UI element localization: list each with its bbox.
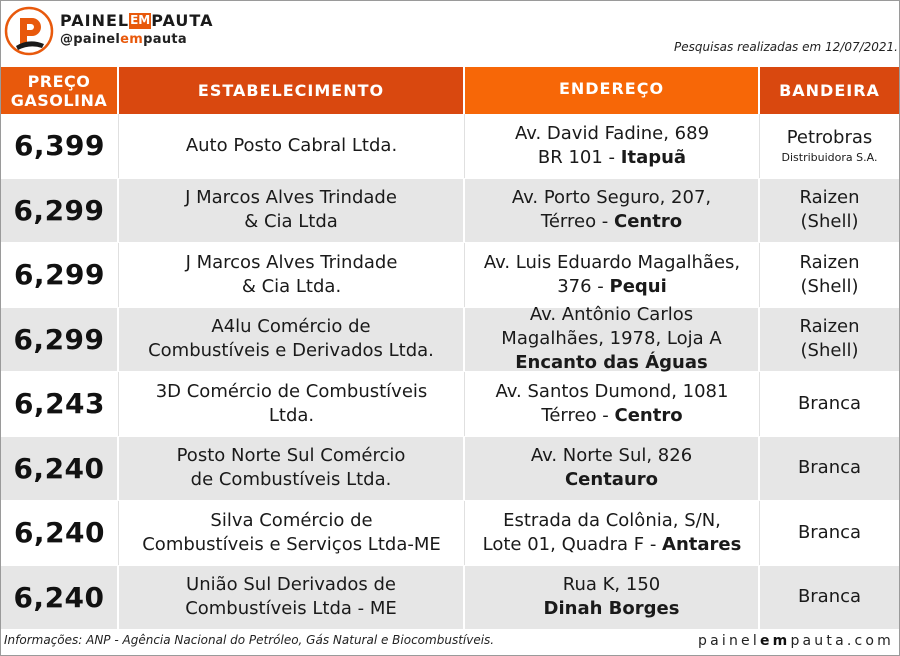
- addr1-text: Av. Luis Eduardo Magalhães,: [483, 251, 741, 273]
- address-cell: [465, 304, 760, 374]
- addr2-text: Lote 01, Quadra F -: [482, 533, 663, 555]
- addr1-text: Av. Santos Dumond, 1081: [495, 380, 729, 402]
- price-cell: [1, 566, 119, 630]
- est1-text: Posto Norte Sul Comércio: [176, 445, 406, 467]
- table-row: [1, 114, 899, 179]
- flag1-text: Raizen: [799, 251, 860, 273]
- addr1-text: Rua K, 150: [562, 574, 661, 596]
- survey-date: Pesquisas realizadas em 12/07/2021.: [674, 40, 898, 54]
- flag2-text: (Shell): [800, 211, 859, 233]
- table-row: [1, 566, 899, 631]
- brand-title: PAINELEMPAUTA: [60, 11, 214, 30]
- establishment-cell: [119, 179, 465, 243]
- table-row: [1, 437, 899, 502]
- addr3-text: Dinah Borges: [543, 598, 680, 620]
- address-cell: [465, 501, 760, 565]
- price-text: 6,240: [13, 516, 106, 550]
- flag1-text: Branca: [797, 586, 862, 608]
- est2-text: Ltda.: [268, 404, 315, 426]
- flag1-text: Branca: [797, 392, 862, 414]
- est1-text: Silva Comércio de: [210, 509, 373, 531]
- address-cell: [465, 114, 760, 178]
- table-body: [1, 114, 899, 630]
- flag1-text: Branca: [797, 521, 862, 543]
- address-cell: [465, 243, 760, 307]
- flag-cell: [760, 501, 899, 565]
- flag2-text: (Shell): [800, 340, 859, 362]
- column-header-establishment: ESTABELECIMENTO: [119, 67, 465, 114]
- address-cell: [465, 179, 760, 243]
- addr2-text: Térreo -: [541, 404, 615, 426]
- establishment-cell: [119, 243, 465, 307]
- table-row: [1, 501, 899, 566]
- flag-cell: [760, 437, 899, 501]
- addr1-text: Av. Antônio Carlos: [529, 304, 694, 326]
- price-cell: [1, 372, 119, 436]
- table-row: [1, 179, 899, 244]
- addr1-text: Estrada da Colônia, S/N,: [503, 509, 721, 531]
- flag1-text: Raizen: [799, 316, 860, 338]
- est2-text: & Cia Ltda: [244, 211, 338, 233]
- est2-text: Combustíveis Ltda - ME: [185, 598, 397, 620]
- column-header-price: PREÇO GASOLINA: [1, 67, 119, 114]
- addr2-bold-text: Centro: [614, 211, 683, 233]
- flag1-text: Branca: [797, 457, 862, 479]
- painel-em-pauta-logo-icon: [4, 6, 54, 56]
- est1-text: J Marcos Alves Trindade: [185, 187, 397, 209]
- establishment-cell: [119, 501, 465, 565]
- price-text: 6,399: [13, 129, 106, 163]
- est1-text: Auto Posto Cabral Ltda.: [185, 134, 398, 156]
- price-text: 6,240: [13, 451, 105, 485]
- flag1-text: Raizen: [799, 187, 860, 209]
- addr2-text: Magalhães, 1978, Loja A: [501, 328, 722, 350]
- data-source-note: Informações: ANP - Agência Nacional do Petróleo, Gás Natural e Biocombustíveis.: [4, 633, 495, 647]
- website-url: painelempauta.com: [698, 633, 894, 649]
- establishment-cell: [119, 308, 465, 372]
- establishment-cell: [119, 372, 465, 436]
- table-row: [1, 372, 899, 437]
- flag-cell: [760, 179, 899, 243]
- column-header-flag: BANDEIRA: [760, 67, 899, 114]
- price-text: 6,240: [13, 580, 105, 614]
- addr2-bold-text: Itapuã: [620, 146, 687, 168]
- table-header-row: [1, 67, 899, 114]
- est1-text: 3D Comércio de Combustíveis: [155, 380, 428, 402]
- addr1-text: Av. David Fadine, 689: [514, 122, 710, 144]
- address-cell: [465, 437, 760, 501]
- fuel-price-table: [1, 67, 899, 630]
- addr2-text: BR 101 -: [537, 146, 621, 168]
- price-cell: [1, 179, 119, 243]
- addr1-text: Av. Porto Seguro, 207,: [511, 187, 712, 209]
- column-header-address: ENDEREÇO: [465, 67, 760, 114]
- flag-cell: [760, 114, 899, 178]
- addr1-text: Av. Norte Sul, 826: [530, 445, 693, 467]
- price-text: 6,299: [13, 258, 106, 292]
- price-cell: [1, 437, 119, 501]
- addr2-bold-text: Antares: [662, 533, 742, 555]
- flag2-text: (Shell): [800, 275, 859, 297]
- flag-cell: [760, 243, 899, 307]
- addr3-text: Encanto das Águas: [515, 352, 708, 374]
- est2-text: Combustíveis e Derivados Ltda.: [148, 340, 434, 362]
- establishment-cell: [119, 437, 465, 501]
- address-cell: [465, 566, 760, 630]
- flag-cell: [760, 372, 899, 436]
- est2-text: & Cia Ltda.: [241, 275, 342, 297]
- table-row: [1, 243, 899, 308]
- address-cell: [465, 372, 760, 436]
- est1-text: J Marcos Alves Trindade: [185, 251, 398, 273]
- price-cell: [1, 114, 119, 178]
- price-text: 6,299: [13, 193, 105, 227]
- est1-text: A4lu Comércio de: [211, 316, 371, 338]
- flag-cell: [760, 308, 899, 372]
- addr2-text: Térreo -: [540, 211, 615, 233]
- table-row: [1, 304, 899, 374]
- price-cell: [1, 501, 119, 565]
- est2-text: de Combustíveis Ltda.: [190, 469, 392, 491]
- addr2-bold-text: Pequi: [609, 275, 667, 297]
- addr2-bold-text: Centro: [614, 404, 683, 426]
- price-text: 6,243: [13, 387, 106, 421]
- establishment-cell: [119, 566, 465, 630]
- social-handle: @painelempauta: [60, 32, 187, 47]
- addr2-text: 376 -: [557, 275, 610, 297]
- flag-cell: [760, 566, 899, 630]
- flag-sub-text: Distribuidora S.A.: [781, 150, 878, 164]
- est1-text: União Sul Derivados de: [186, 574, 396, 596]
- price-cell: [1, 243, 119, 307]
- price-text: 6,299: [13, 322, 105, 356]
- establishment-cell: [119, 114, 465, 178]
- price-cell: [1, 308, 119, 372]
- est2-text: Combustíveis e Serviços Ltda-ME: [142, 533, 441, 555]
- addr3-text: Centauro: [564, 469, 659, 491]
- flag1-text: Petrobras: [786, 126, 873, 148]
